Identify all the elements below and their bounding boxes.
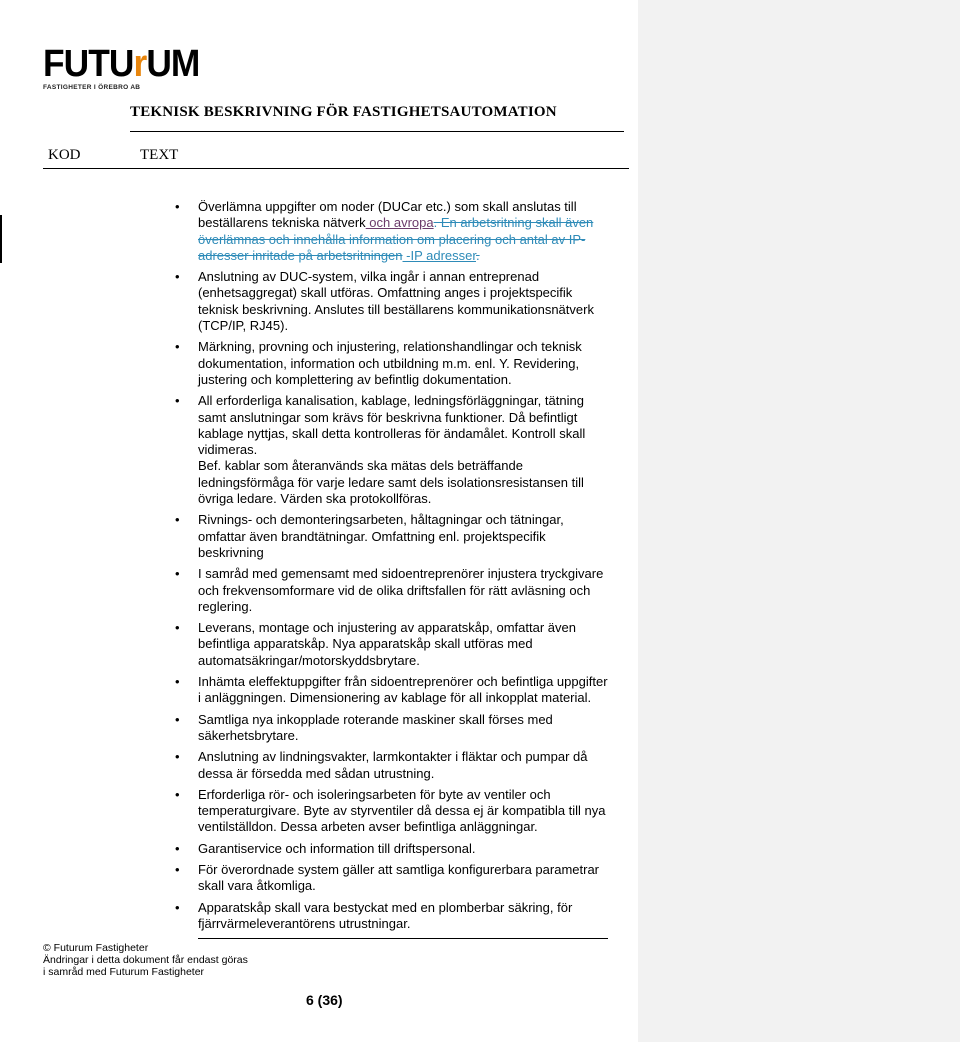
item-text-continued: Bef. kablar som återanvänds ska mätas dels beträffande ledningsförmåga för varje ledare samt dels isolationsresistansen till övriga ledare. Värden ska protokollföras. [198,458,584,507]
list-item: • Märkning, provning och injustering, relationshandlingar och teknisk dokumentation, information och utbildning m.m. enl. Y. Revidering, justering och komplettering av befintlig dokumentation. [198,339,608,388]
list-item: • För överordnade system gäller att samtliga konfigurerbara parametrar skall vara åtkomliga. [198,862,608,895]
bullet-list [198,199,608,937]
list-item: • Inhämta eleffektuppgifter från sidoentreprenörer och befintliga uppgifter i anläggningen. Dimensionering av kablage för all inkopplat material. [198,674,608,707]
item-text: Överlämna uppgifter om noder (DUCar etc.) som skall anslutas till beställarens tekniska nätverk [198,199,577,231]
footer-note-line1: Ändringar i detta dokument får endast göras [43,954,248,966]
list-item: • Anslutning av DUC-system, vilka ingår i annan entreprenad (enhetsaggregat) skall utföras. Omfattning anges i projektspecifik teknisk beskrivning. Anslutes till beställarens kommunikationsnätverk (TCP/IP, RJ45). [198,269,608,334]
list-item [198,199,608,264]
inserted-text: och avropa [365,215,434,231]
list-item: • Erforderliga rör- och isoleringsarbeten för byte av ventiler och temperaturgivare. Byte av styrventiler då dessa ej är kompatibla till nya ventilställdon. Dessa arbeten avser befintliga anläggningar. [198,787,608,836]
logo-word-right: UM [146,43,200,85]
footer-note-line2: i samråd med Futurum Fastigheter [43,966,205,978]
markup-pane [638,0,960,1042]
logo-word-accent: r [133,43,147,85]
inserted-text: -IP adresser [402,247,476,263]
list-item: • Apparatskåp skall vara bestyckat med en plomberbar säkring, för fjärrvärmeleverantörens utrustningar. [198,900,608,933]
list-item: • Anslutning av lindningsvakter, larmkontakter i fläktar och pumpar då dessa är försedda med sådan utrustning. [198,749,608,782]
column-header-text: TEXT [140,147,179,163]
list-item: • Samtliga nya inkopplade roterande maskiner skall förses med säkerhetsbrytare. [198,712,608,745]
logo-word-left: FUTU [43,43,134,85]
list-item: • Leverans, montage och injustering av apparatskåp, omfattar även befintliga apparatskåp. Nya apparatskåp skall utföras med automatsäkringar/motorskyddsbrytare. [198,620,608,669]
header-rule [43,168,629,169]
deleted-text: . En arbetsritning skall även överlämnas och innehålla information om placering och antal av IP-adresser inritade på arbetsritningen [198,215,594,263]
list-item [198,393,608,507]
list-item: • Garantiservice och information till driftspersonal. [198,841,608,857]
footer-rule [198,938,608,939]
logo-subtitle: FASTIGHETER I ÖREBRO AB [43,84,141,91]
item-text: • All erforderliga kanalisation, kablage, ledningsförläggningar, tätning samt anslutningar som krävs för beskrivna funktioner. Då befintligt kablage nyttjas, skall detta kontrolleras för ändamålet. Kontroll skall vidimeras. [198,393,586,458]
futurum-logo [43,45,211,91]
footer [43,942,248,978]
list-item: • Rivnings- och demonteringsarbeten, håltagningar och tätningar, omfattar även brandtätningar. Omfattning enl. projektspecifik beskrivning [198,512,608,561]
change-bar [0,215,2,263]
page-number: 6 (36) [306,992,343,1008]
deleted-text: . [475,247,480,263]
column-header-kod: KOD [48,147,81,163]
document-title: TEKNISK BESKRIVNING FÖR FASTIGHETSAUTOMATION [130,104,557,120]
logo-wordmark [43,45,199,83]
footer-copyright: © Futurum Fastigheter [43,942,149,954]
list-item: • I samråd med gemensamt med sidoentreprenörer injustera tryckgivare och frekvensomformare vid de olika driftsfallen för rätt avläsning och reglering. [198,566,608,615]
title-rule [130,131,624,132]
